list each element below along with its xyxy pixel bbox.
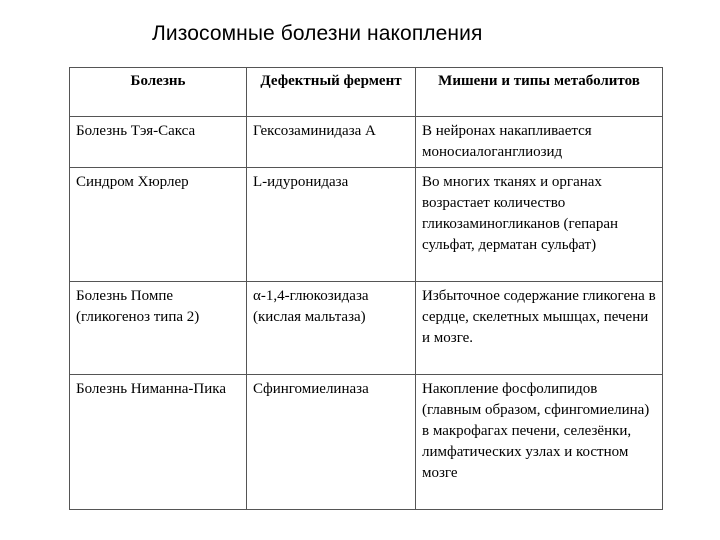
- header-targets: Мишени и типы метаболитов: [416, 68, 663, 117]
- disease-cell: Болезнь Тэя-Сакса: [70, 117, 247, 168]
- table-row: [70, 117, 663, 168]
- table-header-row: [70, 68, 663, 117]
- page-title: Лизосомные болезни накопления: [152, 22, 483, 45]
- enzyme-cell: Сфингомиелиназа: [247, 375, 416, 510]
- lysosomal-diseases-table: [69, 67, 663, 510]
- enzyme-cell: Гексозаминидаза А: [247, 117, 416, 168]
- targets-cell: Во многих тканях и органах возрастает количество гликозаминогликанов (гепаран сульфат, дерматан сульфат): [416, 168, 663, 282]
- header-enzyme: Дефектный фермент: [247, 68, 416, 117]
- enzyme-cell: L-идуронидаза: [247, 168, 416, 282]
- targets-cell: Избыточное содержание гликогена в сердце, скелетных мышцах, печени и мозге.: [416, 282, 663, 375]
- table-row: [70, 282, 663, 375]
- enzyme-cell: α-1,4-глюкозидаза (кислая мальтаза): [247, 282, 416, 375]
- table-row: [70, 168, 663, 282]
- header-disease: Болезнь: [70, 68, 247, 117]
- targets-cell: Накопление фосфолипидов (главным образом, сфингомиелина) в макрофагах печени, селезёнки, лимфатических узлах и костном мозге: [416, 375, 663, 510]
- disease-cell: Синдром Хюрлер: [70, 168, 247, 282]
- table-row: [70, 375, 663, 510]
- disease-cell: Болезнь Помпе (гликогеноз типа 2): [70, 282, 247, 375]
- disease-cell: Болезнь Ниманна-Пика: [70, 375, 247, 510]
- targets-cell: В нейронах накапливается моносиалоганглиозид: [416, 117, 663, 168]
